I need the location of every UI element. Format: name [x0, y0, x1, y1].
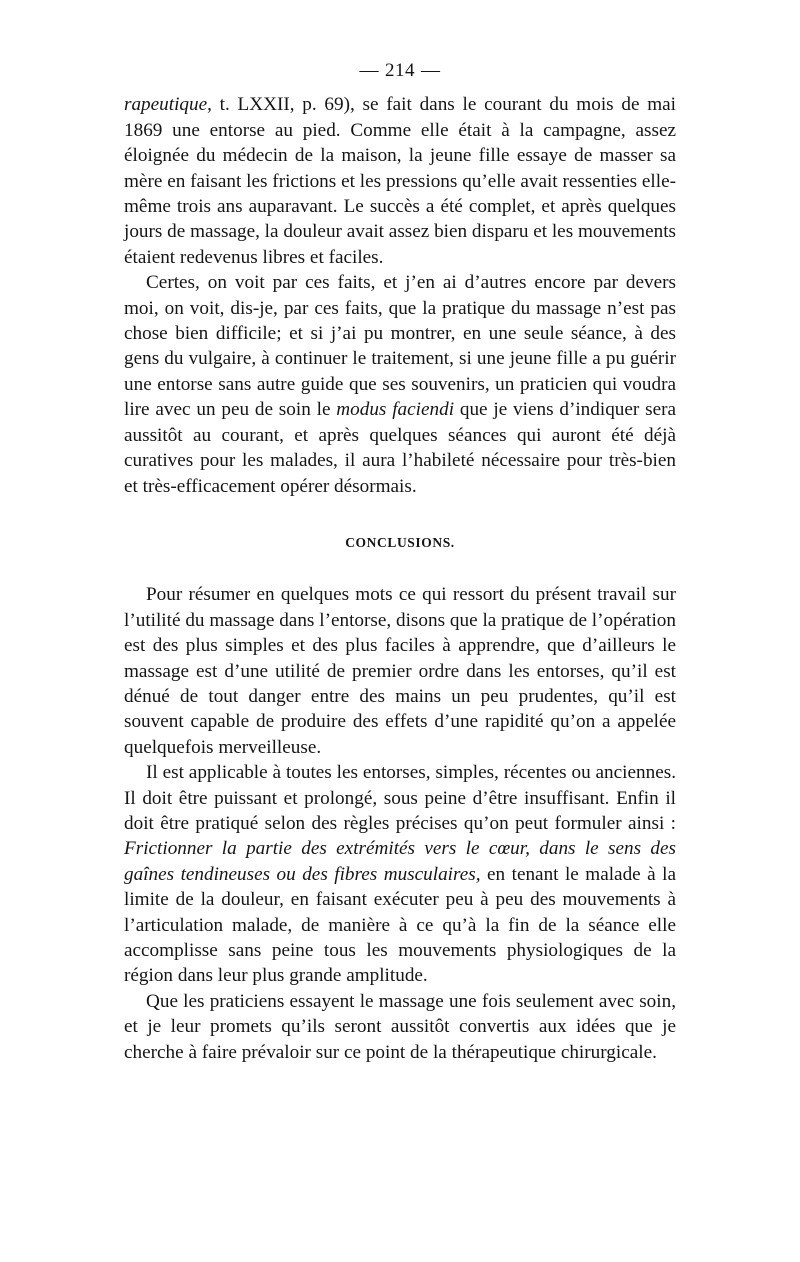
- page-number-value: 214: [385, 60, 415, 81]
- text-run: Il est applicable à toutes les entorses, simples, récentes ou anciennes. Il doit être puissant et prolongé, sous peine d’être insuffisant. Enfin il doit être pratiqué selon des règles précises qu’on peut formuler ainsi :: [124, 762, 676, 834]
- text-run: Frictionner la partie des extrémités vers le cœur, dans le sens des gaînes tendineuses ou des fibres musculaires,: [124, 838, 676, 885]
- text-run: rapeutique: [124, 94, 208, 116]
- paragraph-4: [124, 760, 676, 989]
- text-run: Que les praticiens essayent le massage une fois seulement avec soin, et je leur promets qu’ils seront aussitôt convertis aux idées que je cherche à faire prévaloir sur ce point de la thérapeutique chirurgicale.: [124, 990, 676, 1063]
- text-run: modus faciendi: [336, 399, 455, 421]
- text-run: que je viens d’indiquer sera aussitôt au courant, et après quelques séances qui auront été déjà curatives pour les malades, il aura l’habileté nécessaire pour très-bien et très-efficacement opérer désormais.: [124, 399, 676, 497]
- paragraph-3: [124, 582, 676, 760]
- text-run: , t. LXXII, p. 69), se fait dans le courant du mois de mai 1869 une entorse au pied. Comme elle était à la campagne, assez éloignée du médecin de la maison, la jeune fille essaye de masser sa mère en faisant les frictions et les pressions qu’elle avait ressenties elle-même trois ans auparavant. Le succès a été complet, et après quelques jours de massage, la douleur avait assez bien disparu et les mouvements étaient redevenus libres et faciles.: [124, 94, 677, 268]
- page-number: — 214 —: [359, 60, 441, 81]
- paragraph-5: [124, 989, 676, 1065]
- paragraph-2: [124, 270, 676, 499]
- text-run: en tenant le malade à la limite de la douleur, en faisant exécuter peu à peu des mouvements à l’articulation malade, de manière à ce qu’à la fin de la séance elle accomplisse sans peine tous les mouvements physiologiques de la région dans leur plus grande amplitude.: [124, 863, 676, 987]
- section-heading: CONCLUSIONS.: [345, 534, 455, 550]
- text-run: Certes, on voit par ces faits, et j’en ai d’autres encore par devers moi, on voit, dis-je, par ces faits, que la pratique du massage n’est pas chose bien difficile; et si j’ai pu montrer, en une seule séance, à des gens du vulgaire, à continuer le traitement, si une jeune fille a pu guérir une entorse sans autre guide que ses souvenirs, un praticien qui voudra lire avec un peu de soin le: [124, 272, 676, 421]
- paragraph-1: [124, 92, 676, 270]
- text-run: Pour résumer en quelques mots ce qui ressort du présent travail sur l’utilité du massage dans l’entorse, disons que la pratique de l’opération est des plus simples et des plus faciles à apprendre, que d’ailleurs le massage est d’une utilité de premier ordre dans les entorses, qu’il est dénué de tout danger entre des mains un peu prudentes, qu’il est souvent capable de produire des effets d’une rapidité qu’on a appelée quelquefois merveilleuse.: [124, 584, 676, 758]
- book-page: [124, 58, 676, 1065]
